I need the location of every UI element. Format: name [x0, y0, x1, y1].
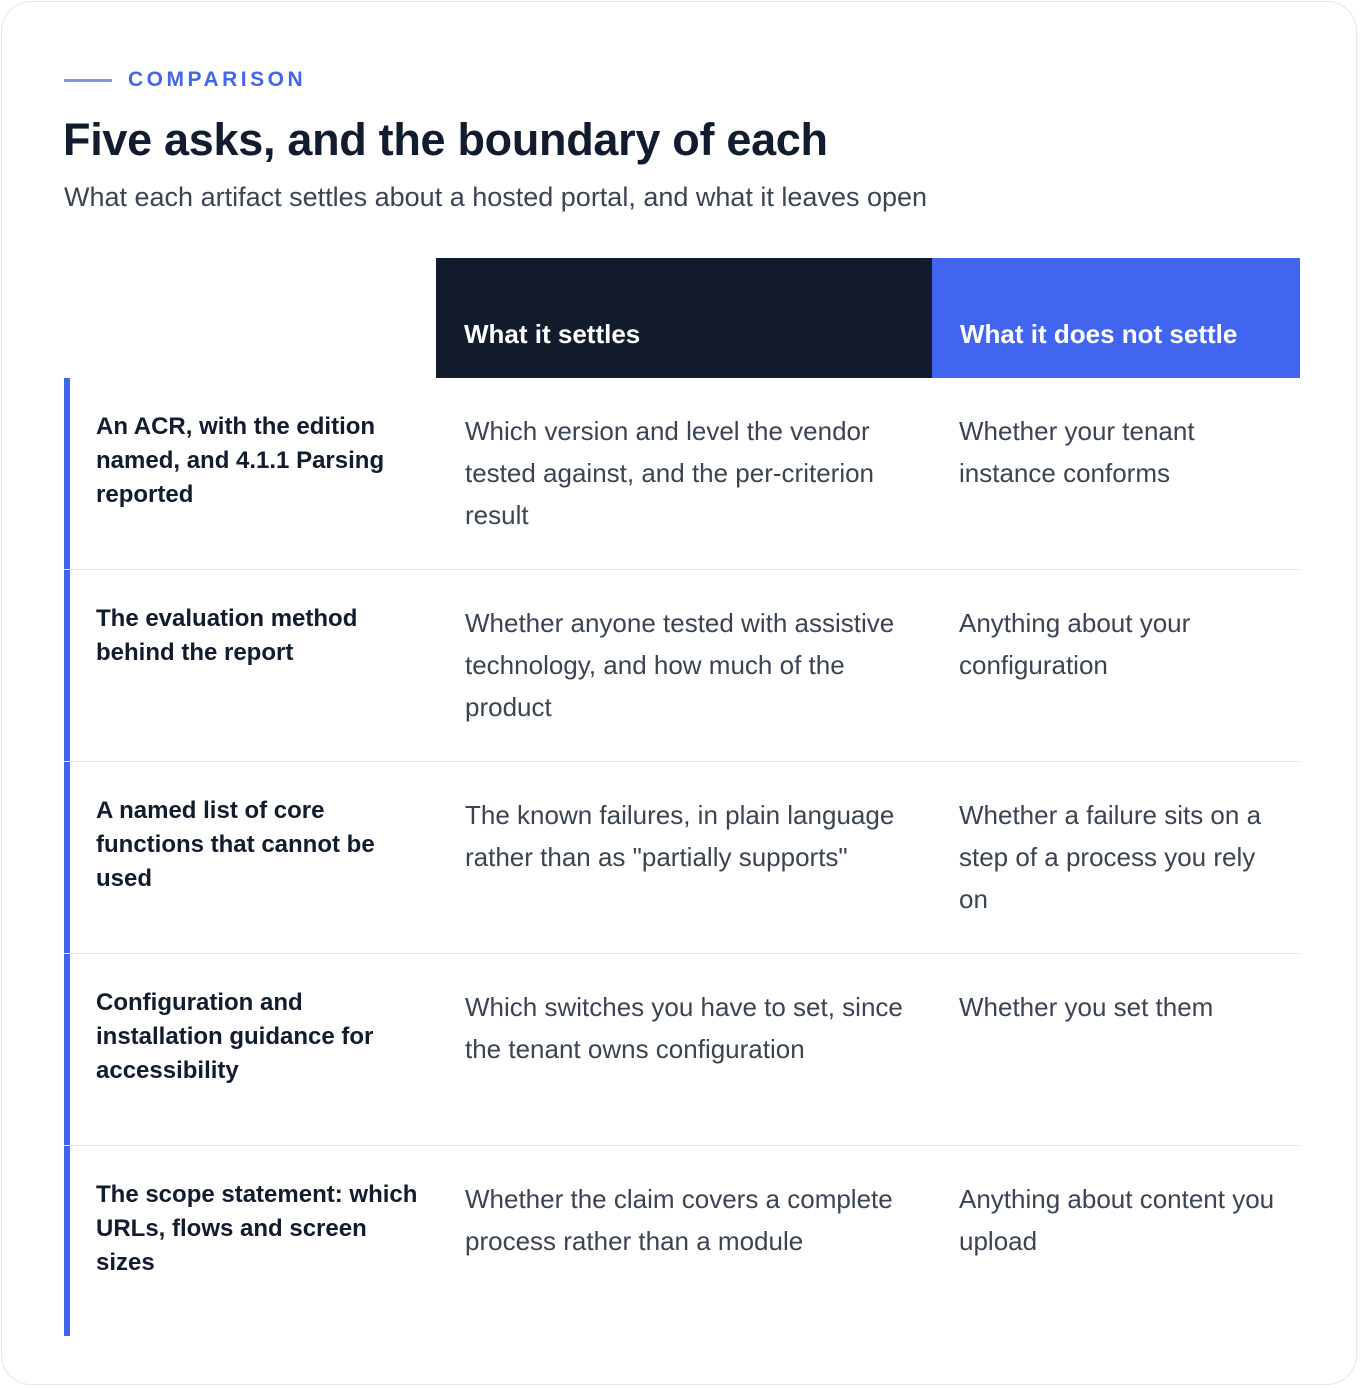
settles-cell: Which switches you have to set, since the tenant owns configuration: [465, 992, 903, 1064]
row-label: An ACR, with the edition named, and 4.1.1 Parsing reported: [96, 413, 385, 508]
settles-cell: Which version and level the vendor tested against, and the per-criterion result: [465, 416, 875, 530]
table-row: [64, 378, 1300, 570]
table-row: [64, 570, 1300, 762]
not-settles-cell: Whether a failure sits on a step of a process you rely on: [959, 800, 1262, 914]
eyebrow-rule: [64, 79, 112, 82]
eyebrow-label: COMPARISON: [128, 68, 307, 91]
settles-cell: Whether anyone tested with assistive technology, and how much of the product: [465, 608, 895, 722]
not-settles-cell: Anything about content you upload: [959, 1184, 1275, 1256]
column-header-not-settles: What it does not settle: [932, 258, 1300, 378]
settles-cell: The known failures, in plain language rather than as "partially supports": [465, 800, 895, 872]
not-settles-cell: Whether you set them: [959, 992, 1214, 1022]
table-row: [64, 762, 1300, 954]
table-row: [64, 954, 1300, 1146]
page-title: Five asks, and the boundary of each: [63, 114, 828, 165]
row-label: The scope statement: which URLs, flows and screen sizes: [96, 1181, 418, 1276]
eyebrow: [64, 66, 306, 94]
settles-cell: Whether the claim covers a complete process rather than a module: [465, 1184, 893, 1256]
not-settles-cell: Anything about your configuration: [959, 608, 1191, 680]
table-body: [64, 378, 1300, 1338]
not-settles-cell: Whether your tenant instance conforms: [959, 416, 1195, 488]
page-subtitle: What each artifact settles about a hosted portal, and what it leaves open: [64, 182, 928, 212]
column-header-settles: What it settles: [436, 258, 932, 378]
table-row: [64, 1146, 1300, 1338]
comparison-table: [64, 258, 1300, 1338]
table-header: [64, 258, 1300, 378]
comparison-card: [1, 1, 1357, 1385]
row-label: The evaluation method behind the report: [96, 605, 358, 666]
row-label: A named list of core functions that cannot be used: [96, 797, 375, 892]
row-label: Configuration and installation guidance for accessibility: [96, 989, 374, 1084]
